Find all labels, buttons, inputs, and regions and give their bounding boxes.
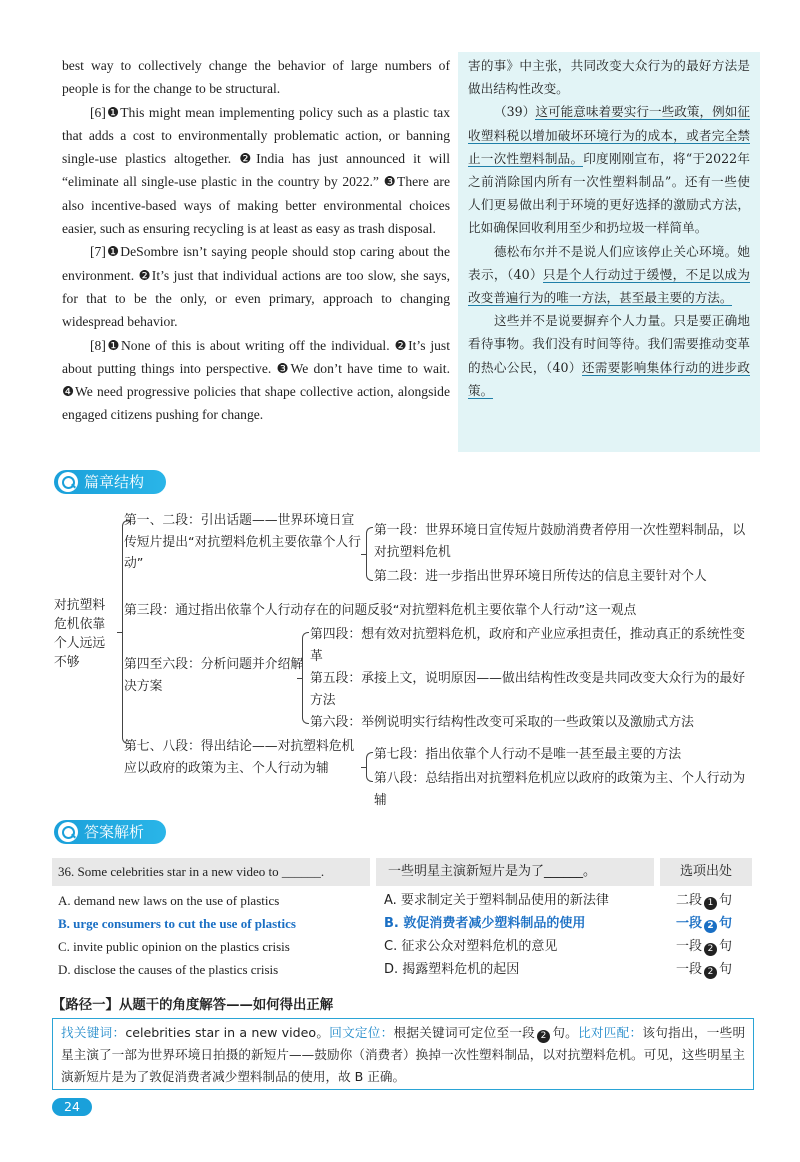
option-d-zh: D. 揭露塑料危机的起因 xyxy=(384,962,520,977)
source-para: 一段 xyxy=(676,962,703,977)
keyword-text-locate: 根据关键词可定位至一段 xyxy=(393,1025,536,1040)
passage-paragraph-7: [7]❶DeSombre isn’t saying people should stop caring about the environment. ❷It’s just that individual actions are too slow, she says, for that to be the only, or even primary, approach to changing widespread behavior. xyxy=(62,244,450,330)
sentence-number-icon: 2 xyxy=(704,920,717,933)
keyword-label-match: 比对匹配： xyxy=(578,1025,643,1040)
keyword-label-locate: 回文定位： xyxy=(329,1025,394,1040)
source-para: 二段 xyxy=(676,893,703,908)
option-a-en: A. demand new laws on the use of plastics xyxy=(58,893,280,908)
group-3-item-b: 第五段：承接上文，说明原因——做出结构性改变是共同改变大众行为的最好方法 xyxy=(310,671,746,708)
question-chinese: 一些明星主演新短片是为了______。 xyxy=(376,858,654,886)
sentence-number-icon: 2 xyxy=(704,943,717,956)
option-a-zh: A. 要求制定关于塑料制品使用的新法律 xyxy=(384,893,609,908)
group-4-label: 第七、八段：得出结论——对抗塑料危机应以政府的政策为主、个人行动为辅 xyxy=(124,739,355,776)
group-3-brace xyxy=(302,632,309,724)
keyword-text-match: 该句指出，一些明星主演了一部为世界环境日拍摄的新短片——鼓励你（消费者）换掉一次性塑料制品，以对抗塑料危机。可见，这些明星主演新短片是为了敦促消费者减少塑料制品的使用，故 B 正确。 xyxy=(61,1025,746,1084)
source-suffix: 句 xyxy=(719,962,733,977)
passage-paragraph-8: [8]❶None of this is about writing off the individual. ❷It’s just about putting things into perspective. ❸We don’t have time to wait. ❹We need progressive policies that shape collective action, alongside engaged citizens pushing for change. xyxy=(62,337,450,423)
source-suffix: 句 xyxy=(719,916,733,931)
explanation-box xyxy=(52,1018,754,1090)
keyword-label-find: 找关键词： xyxy=(61,1025,126,1040)
group-3-item-c: 第六段：举例说明实行结构性改变可采取的一些政策以及激励式方法 xyxy=(310,715,694,730)
translation-paragraph-8 xyxy=(468,309,750,402)
magnifier-icon xyxy=(58,822,78,842)
passage-intro: best way to collectively change the behavior of large numbers of people is for the change to be structural. xyxy=(62,58,450,97)
group-3-item-a: 第四段：想有效对抗塑料危机，政府和产业应承担责任，推动真正的系统性变革 xyxy=(310,627,746,664)
option-b-en: B. urge consumers to cut the use of plastics xyxy=(58,916,296,931)
translation-number-39: （39） xyxy=(494,104,536,120)
group-2-label: 第三段：通过指出依靠个人行动存在的问题反驳“对抗塑料危机主要依靠个人行动”这一观点 xyxy=(124,603,637,618)
translation-underlined-39: 这可能意味着要实行一些政策，例如征收塑料税以增加破坏环境行为的成本，或者完全禁止一次性塑料制品。 xyxy=(468,104,751,166)
option-c-source xyxy=(676,935,732,958)
translation-text-7: 德松布尔并不是说人们应该停止关心环境。她表示，（40） xyxy=(468,243,750,282)
english-passage xyxy=(62,54,450,427)
option-c-en: C. invite public opinion on the plastics crisis xyxy=(58,939,290,954)
translation-paragraph-6 xyxy=(468,100,750,239)
source-suffix: 句 xyxy=(719,939,733,954)
translation-rest-6: 印度刚刚宣布，将“于2022年之前消除国内所有一次性塑料制品”。还有一些使人们更易做出利于环境的更好选择的激励式方法，比如确保回收利用至少和扔垃圾一样简单。 xyxy=(468,150,750,236)
answer-header-label: 答案解析 xyxy=(84,823,145,841)
keyword-text-locate-end: 句。 xyxy=(552,1025,579,1040)
group-1-item-b: 第二段：进一步指出世界环境日所传达的信息主要针对个人 xyxy=(374,569,707,584)
group-4-item-a: 第七段：指出依靠个人行动不是唯一甚至最主要的方法 xyxy=(374,747,682,762)
sentence-number-icon: 2 xyxy=(704,966,717,979)
group-3-label: 第四至六段：分析问题并介绍解决方案 xyxy=(124,657,304,694)
source-suffix: 句 xyxy=(719,893,733,908)
sentence-number-icon: 2 xyxy=(537,1030,550,1043)
option-a-source xyxy=(676,889,732,912)
tree-root: 对抗塑料危机依靠个人远远不够 xyxy=(54,598,106,670)
source-para: 一段 xyxy=(676,916,703,931)
translation-text-8: 这些并不是说要摒弃个人力量。只是要正确地看待事物。我们没有时间等待。我们需要推动变革的热心公民，（40） xyxy=(468,313,750,375)
group-1-item-a: 第一段：世界环境日宣传短片鼓励消费者停用一次性塑料制品，以对抗塑料危机 xyxy=(374,523,746,560)
translation-underlined-40a: 只是个人行动过于缓慢，不足以成为改变普遍行为的唯一方法，甚至最主要的方法。 xyxy=(468,266,750,306)
sentence-number-icon: 1 xyxy=(704,897,717,910)
group-1-brace xyxy=(366,527,373,581)
passage-paragraph-6: [6]❶This might mean implementing policy such as a plastic tax that adds a cost to environmentally problematic action, or banning single-use plastics altogether. ❷India has just announced it will “eliminate all single-use plastic in the country by 2022.” ❸There are also incentive-based ways of making better environmental choices easier, such as ensuring recycling is at least as easy as trash disposal. xyxy=(62,104,450,237)
source-header: 选项出处 xyxy=(660,858,752,886)
keyword-text-find: celebrities star in a new video。 xyxy=(125,1025,330,1040)
translation-underlined-40b: 还需要影响集体行动的进步政策。 xyxy=(468,359,751,398)
structure-header xyxy=(54,470,166,494)
group-4-item-b: 第八段：总结指出对抗塑料危机应以政府的政策为主、个人行动为辅 xyxy=(374,771,746,808)
group-4-brace xyxy=(366,752,373,782)
group-1-label: 第一、二段：引出话题——世界环境日宣传短片提出“对抗塑料危机主要依靠个人行动” xyxy=(124,513,361,571)
option-d-en: D. disclose the causes of the plastics crisis xyxy=(58,962,279,977)
translation-box xyxy=(458,52,760,452)
option-b-source xyxy=(676,912,732,935)
structure-header-label: 篇章结构 xyxy=(84,473,145,491)
answer-header xyxy=(54,820,166,844)
option-c-zh: C. 征求公众对塑料危机的意见 xyxy=(384,939,558,954)
page-number: 24 xyxy=(52,1098,92,1116)
option-d-source xyxy=(676,958,732,981)
option-b-zh: B. 敦促消费者减少塑料制品的使用 xyxy=(384,916,586,931)
question-english: 36. Some celebrities star in a new video to ______. xyxy=(52,858,370,886)
route-title: 【路径一】从题干的角度解答——如何得出正解 xyxy=(52,998,334,1013)
source-para: 一段 xyxy=(676,939,703,954)
translation-line-1: 害的事》中主张，共同改变大众行为的最好方法是做出结构性改变。 xyxy=(468,58,750,97)
magnifier-icon xyxy=(58,472,78,492)
translation-paragraph-7 xyxy=(468,240,750,310)
